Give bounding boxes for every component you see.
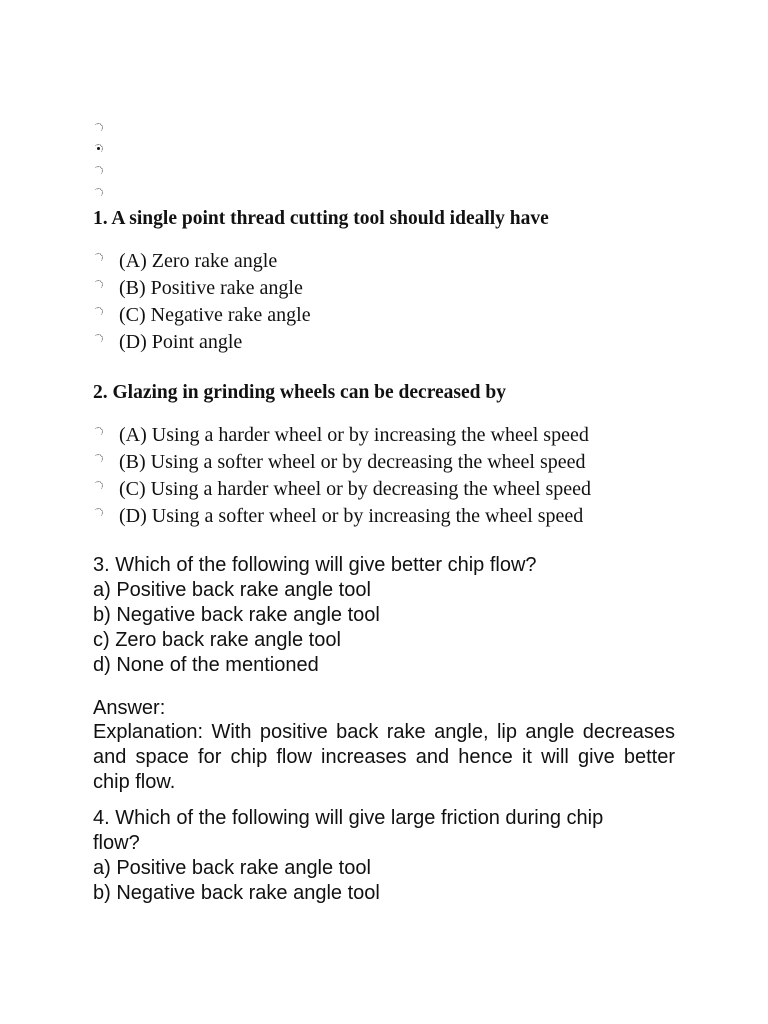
q2-option-d-label: (D) Using a softer wheel or by increasing the wheel speed [119,505,584,527]
q1-option-b-label: (B) Positive rake angle [119,277,303,299]
explanation-text: Explanation: With positive back rake angle, lip angle decreases and space for chip flow increases and hence it will give better chip flow. [93,721,675,793]
q2-option-d-radio[interactable] [94,508,103,517]
q3-option-c: c) Zero back rake angle tool [93,629,341,651]
q3-option-b: b) Negative back rake angle tool [93,604,380,626]
radio-button[interactable] [94,188,103,197]
q3-option-d: d) None of the mentioned [93,654,319,676]
q2-option-a-radio[interactable] [94,427,103,436]
q1-option-d-radio[interactable] [94,334,103,343]
q1-option-a-label: (A) Zero rake angle [119,250,278,272]
q2-option-c-radio[interactable] [94,481,103,490]
question-3-title: 3. Which of the following will give better chip flow? [93,554,537,576]
radio-button[interactable] [94,123,103,132]
q1-option-b-radio[interactable] [94,280,103,289]
q2-option-c-label: (C) Using a harder wheel or by decreasing the wheel speed [119,478,592,500]
answer-label: Answer: [93,697,166,719]
radio-button[interactable] [94,166,103,175]
q1-option-d-label: (D) Point angle [119,331,243,353]
q4-option-a: a) Positive back rake angle tool [93,857,371,879]
q1-option-c-radio[interactable] [94,307,103,316]
question-1-title: 1. A single point thread cutting tool should ideally have [93,208,549,229]
q2-option-b-radio[interactable] [94,454,103,463]
q2-option-a-label: (A) Using a harder wheel or by increasing the wheel speed [119,424,589,446]
radio-button-selected[interactable] [94,144,103,153]
question-4-title: 4. Which of the following will give large friction during chip flow? [93,807,604,854]
question-2-title: 2. Glazing in grinding wheels can be decreased by [93,382,506,403]
q1-option-a-radio[interactable] [94,253,103,262]
q3-option-a: a) Positive back rake angle tool [93,579,371,601]
q1-option-c-label: (C) Negative rake angle [119,304,311,326]
q4-option-b: b) Negative back rake angle tool [93,882,380,904]
q2-option-b-label: (B) Using a softer wheel or by decreasing the wheel speed [119,451,586,473]
